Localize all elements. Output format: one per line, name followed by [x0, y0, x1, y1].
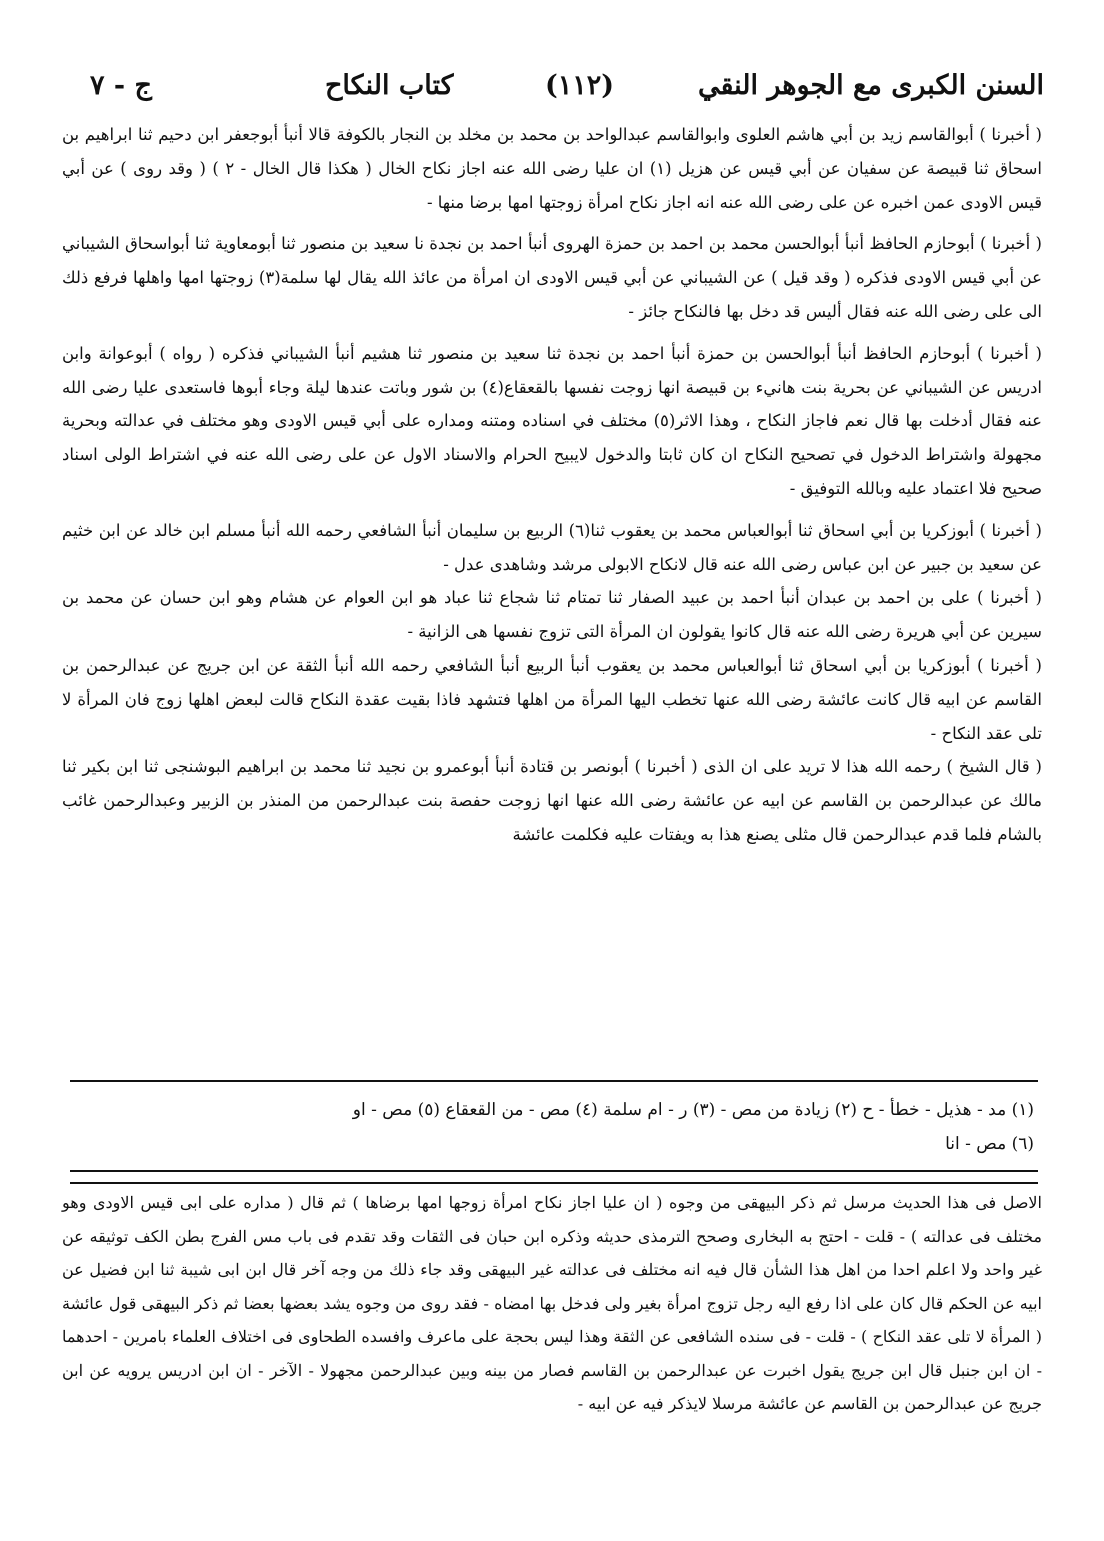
footnote-line: (١) مد - هذيل - خطأ - ح (٢) زيادة من مص - (٣) ر - ام سلمة (٤) مص - من القعقاع (٥) مص - او — [352, 1100, 1034, 1120]
commentary-divider-top — [70, 1170, 1038, 1172]
main-paragraph: ( قال الشيخ ) رحمه الله هذا لا تريد على ان الذى ( أخبرنا ) أبونصر بن قتادة أنبأ أبوعمرو بن نجيد ثنا محمد بن ابراهيم البوشنجى ثنا ابن بكير ثنا مالك عن عبدالرحمن بن القاسم عن ابيه عن عائشة رضى الله عنها انها زوجت حفصة بنت عبدالرحمن من المنذر بن الزبير وعبدالرحمن غائب بالشام فلما قدم عبدالرحمن قال مثلى يصنع هذا به ويفتات عليه فكلمت عائشة — [62, 757, 1042, 844]
main-text — [62, 118, 1042, 852]
main-paragraph: ( أخبرنا ) أبوالقاسم زيد بن أبي هاشم العلوى وابوالقاسم عبدالواحد بن محمد بن مخلد بن النجار بالكوفة قالا أنبأ أبوجعفر ابن دحيم ثنا ابراهيم بن اسحاق ثنا قبيصة عن سفيان عن أبي قيس عن هزيل (١) ان عليا رضى الله عنه اجاز نكاح الخال ( هكذا قال الخال - ٢ ) ( وقد روى ) عن أبي قيس الاودى عمن اخبره عن على رضى الله عنه انه اجاز نكاح امرأة زوجتها امها برضا منها - — [62, 125, 1042, 212]
page-header — [60, 70, 1044, 120]
main-paragraph: ( أخبرنا ) أبوحازم الحافظ أنبأ أبوالحسن محمد بن احمد بن حمزة الهروى أنبأ احمد بن نجدة نا سعيد بن منصور ثنا أبومعاوية ثنا أبواسحاق الشيباني عن أبي قيس الاودى فذكره ( وقد قيل ) عن الشيباني عن أبي قيس الاودى ان امرأة من عائذ الله يقال لها سلمة(٣) زوجتها امها واهلها فرفع ذلك الى على رضى الله عنه فقال أليس قد دخل بها فالنكاح جائز - — [62, 234, 1042, 321]
main-paragraph: ( أخبرنا ) أبوزكريا بن أبي اسحاق ثنا أبوالعباس محمد بن يعقوب أنبأ الربيع أنبأ الشافعي رحمه الله أنبأ الثقة عن ابن جريج عن عبدالرحمن بن القاسم عن ابيه قال كانت عائشة رضى الله عنها تخطب اليها المرأة من اهلها فتشهد فاذا بقيت عقدة النكاح قالت لبعض اهلها زوج فان المرأة لا تلى عقد النكاح - — [62, 655, 1042, 743]
commentary-text: الاصل فى هذا الحديث مرسل ثم ذكر البيهقى من وجوه ( ان عليا اجاز نكاح امرأة زوجها امها برضاها ) ثم قال ( مداره على ابى قيس الاودى وهو مختلف فى عدالته ) - قلت - احتج به البخارى وصحح الترمذى حديثه وذكره ابن حبان فى الثقات وقد تقدم فى باب مس الفرج بطن الكف توثيقه عن غير واحد ولا اعلم احدا من اهل هذا الشأن قال فيه انه مختلف فى عدالته غير البيهقى وقد جاء ذلك من وجه آخر قال ابن ابى شيبة ثنا ابن فضيل عن ابيه عن الحكم قال كان على اذا رفع اليه رجل تزوج امرأة بغير ولى فدخل بها امضاه - فقد روى من وجوه يشد بعضها بعضا ثم ذكر البيهقى قول عائشة ( المرأة لا تلى عقد النكاح ) - قلت - فى سنده الشافعى عن الثقة وهذا ليس بحجة على ماعرف وافسده الطحاوى فى اختلاف العلماء بامرين - احدهما - ان ابن جنبل قال ابن جريج يقول اخبرت عن عبدالرحمن بن القاسم فصار من بينه وبين عبدالرحمن مجهولا - الآخر - ان ابن ادريس يرويه عن ابن جريج عن عبدالرحمن بن القاسم عن عائشة مرسلا لايذكر فيه عن ابيه - — [62, 1193, 1043, 1413]
footnotes — [80, 1093, 1034, 1161]
chapter-title: كتاب النكاح — [325, 70, 454, 101]
main-paragraph: ( أخبرنا ) أبوحازم الحافظ أنبأ أبوالحسن بن حمزة أنبأ احمد بن نجدة ثنا سعيد بن منصور ثنا هشيم أنبأ الشيباني فذكره ( رواه ) أبوعوانة وابن ادريس عن الشيباني عن بحرية بنت هانيء بن قبيصة انها زوجت نفسها بالقعقاع(٤) بن شور وباتت عندها ليلة وجاء أبوها فاستعدى عليا رضى الله عنه فقال أدخلت بها قال نعم فاجاز النكاح ، وهذا الاثر(٥) مختلف في اسناده ومتنه ومداره على أبي قيس الاودى وهو مختلف في عدالته وبحرية مجهولة واشتراط الدخول في تصحيح النكاح ان كان ثابتا والدخول لايبيح الحرام والاسناد الاول عن على رضى الله عنه في اشتراط الولى اسناد صحيح فلا اعتماد عليه وبالله التوفيق - — [62, 343, 1042, 498]
book-title: السنن الكبرى مع الجوهر النقي — [697, 70, 1044, 101]
footnote-divider — [70, 1080, 1038, 1082]
volume-number: ج - ٧ — [90, 70, 152, 101]
main-paragraph: ( أخبرنا ) على بن احمد بن عبدان أنبأ احمد بن عبيد الصفار ثنا تمتام ثنا شجاع ثنا عباد هو ابن العوام عن هشام وهو ابن حسان عن محمد بن سيرين عن أبي هريرة رضى الله عنه قال كانوا يقولون ان المرأة التى تزوج نفسها هى الزانية - — [62, 588, 1042, 642]
footnote-line: (٦) مص - انا — [945, 1134, 1034, 1154]
commentary-divider-bottom — [70, 1182, 1038, 1184]
page-number: (١١٢) — [545, 70, 615, 101]
main-paragraph: ( أخبرنا ) أبوزكريا بن أبي اسحاق ثنا أبوالعباس محمد بن يعقوب ثنا(٦) الربيع بن سليمان أنبأ الشافعي رحمه الله أنبأ مسلم ابن خالد عن ابن خثيم عن سعيد بن جبير عن ابن عباس رضى الله عنه قال لانكاح الابولى مرشد وشاهدى عدل - — [62, 520, 1042, 574]
